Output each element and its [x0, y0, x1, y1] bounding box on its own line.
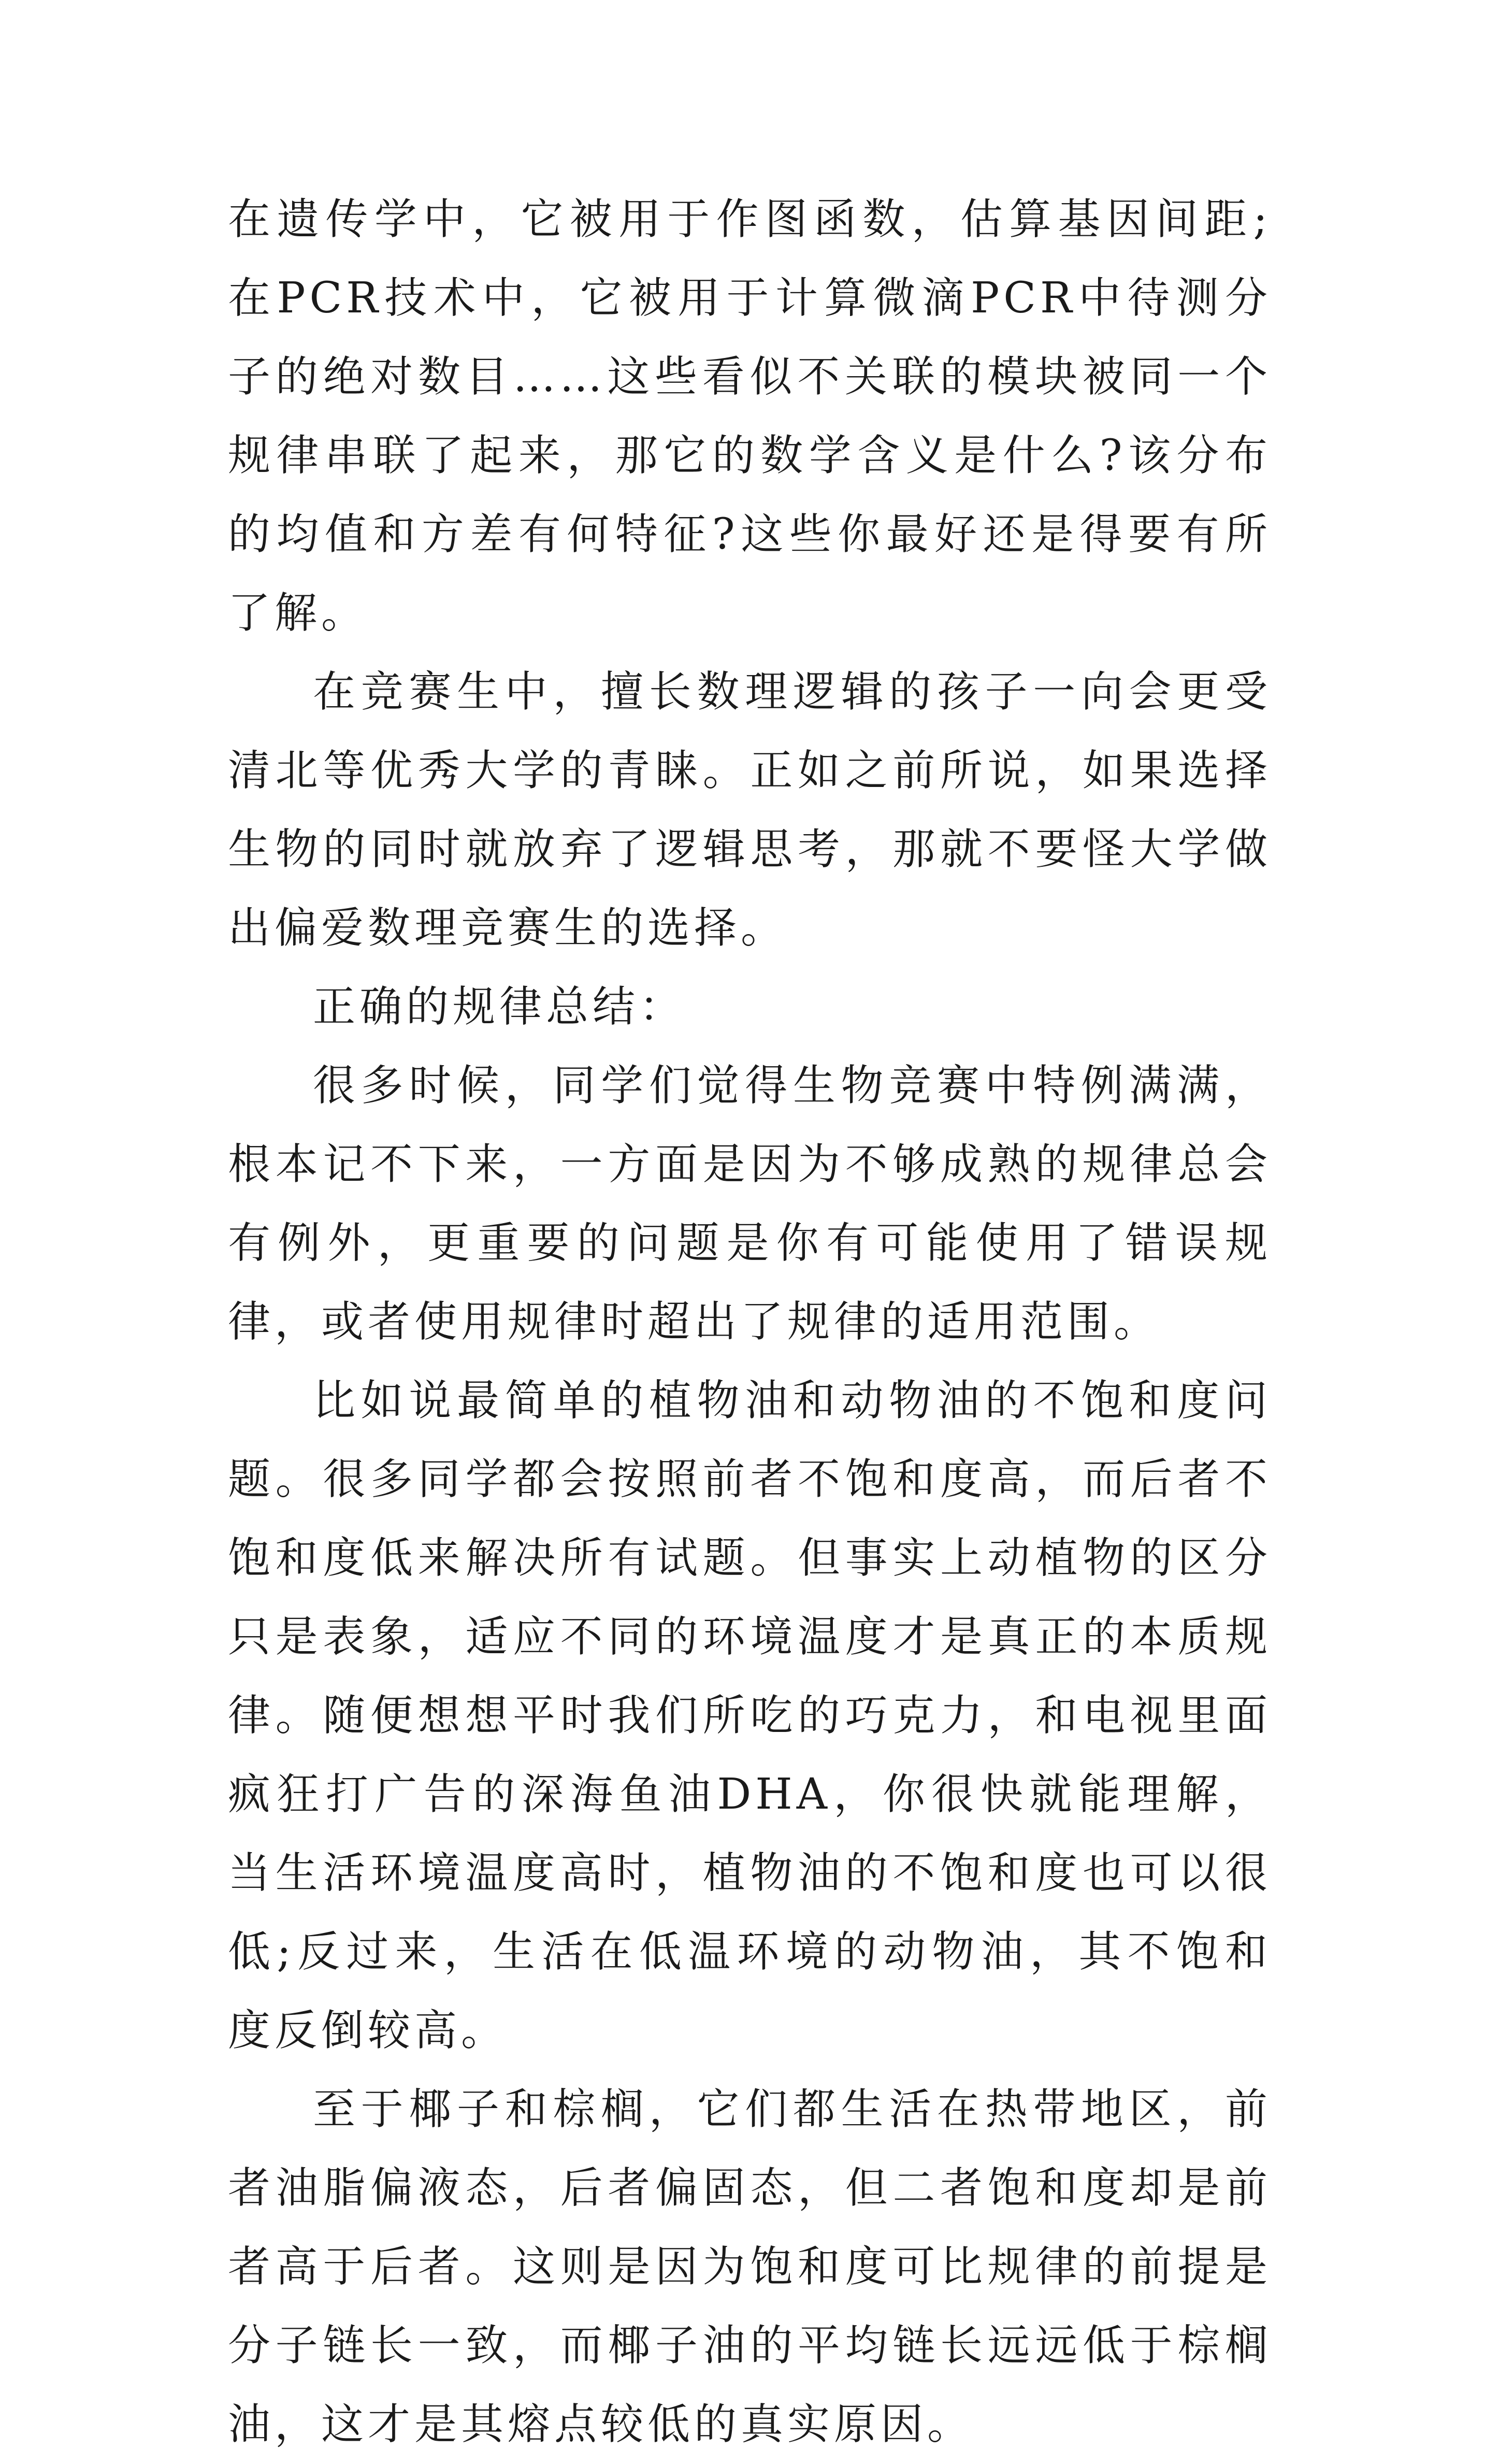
paragraph-6: 至于椰子和棕榈，它们都生活在热带地区，前者油脂偏液态，后者偏固态，但二者饱和度却是前者高于后者。这则是因为饱和度可比规律的前提是分子链长一致，而椰子油的平均链长远远低于棕榈油，这才是其熔点较低的真实原因。	[228, 2085, 1272, 2449]
paragraph-1: 在遗传学中，它被用于作图函数，估算基因间距;在PCR技术中，它被用于计算微滴PCR中待测分子的绝对数目……这些看似不关联的模块被同一个规律串联了起来，那它的数学含义是什么?该分布的均值和方差有何特征?这些你最好还是得要有所了解。	[228, 195, 1272, 638]
paragraph-3-heading: 正确的规律总结：	[313, 982, 686, 1032]
body-text	[228, 180, 1272, 2464]
paragraph-4: 很多时候，同学们觉得生物竞赛中特例满满，根本记不下来，一方面是因为不够成熟的规律总会有例外，更重要的问题是你有可能使用了错误规律，或者使用规律时超出了规律的适用范围。	[228, 1061, 1272, 1346]
paragraph-5: 比如说最简单的植物油和动物油的不饱和度问题。很多同学都会按照前者不饱和度高，而后者不饱和度低来解决所有试题。但事实上动植物的区分只是表象，适应不同的环境温度才是真正的本质规律。随便想想平时我们所吃的巧克力，和电视里面疯狂打广告的深海鱼油DHA，你很快就能理解，当生活环境温度高时，植物油的不饱和度也可以很低;反过来，生活在低温环境的动物油，其不饱和度反倒较高。	[228, 1376, 1272, 2055]
paragraph-2: 在竞赛生中，擅长数理逻辑的孩子一向会更受清北等优秀大学的青睐。正如之前所说，如果选择生物的同时就放弃了逻辑思考，那就不要怪大学做出偏爱数理竞赛生的选择。	[228, 667, 1272, 953]
